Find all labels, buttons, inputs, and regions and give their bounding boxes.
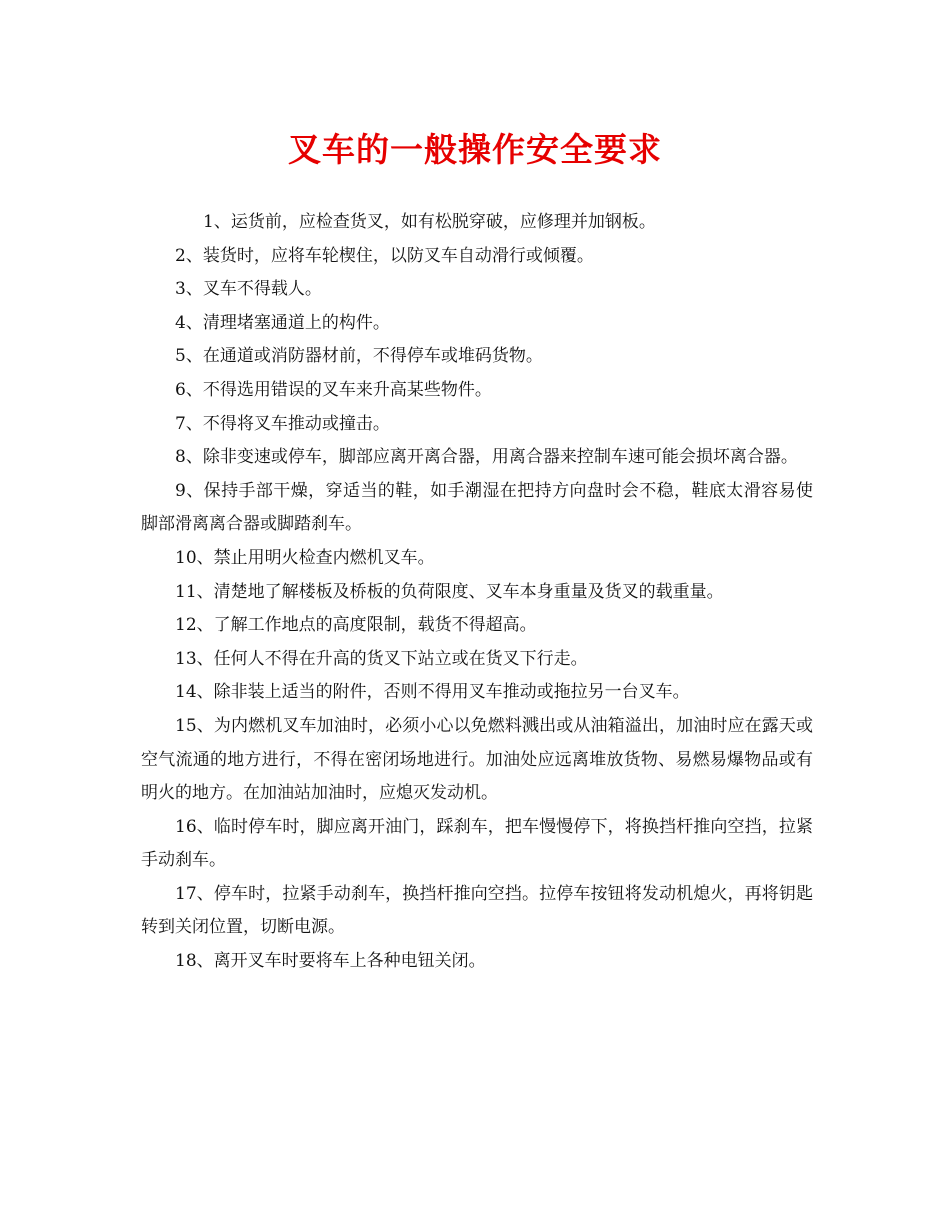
rule-item-13: 13、任何人不得在升高的货叉下站立或在货叉下行走。 — [175, 648, 588, 669]
rule-item-4: 4、清理堵塞通道上的构件。 — [175, 312, 390, 333]
rule-item-1: 1、运货前，应检查货叉，如有松脱穿破，应修理并加钢板。 — [203, 212, 656, 232]
rule-item-3: 3、叉车不得载人。 — [175, 279, 322, 300]
rule-item-8: 8、除非变速或停车，脚部应离开离合器，用离合器来控制车速可能会损坏离合器。 — [175, 447, 798, 468]
document-title: 叉车的一般操作安全要求 — [288, 130, 662, 169]
rule-item-16: 16、临时停车时，脚应离开油门，踩刹车，把车慢慢停下，将换挡杆推向空挡，拉紧手动刹车。 — [141, 816, 813, 871]
rule-item-12: 12、了解工作地点的高度限制，载货不得超高。 — [175, 615, 537, 636]
rule-item-14: 14、除非装上适当的附件，否则不得用叉车推动或拖拉另一台叉车。 — [175, 682, 690, 703]
rule-item-6: 6、不得选用错误的叉车来升高某些物件。 — [175, 379, 492, 400]
rule-item-11: 11、清楚地了解楼板及桥板的负荷限度、叉车本身重量及货叉的载重量。 — [175, 581, 724, 602]
document-body — [141, 206, 813, 979]
rule-item-15: 15、为内燃机叉车加油时，必须小心以免燃料溅出或从油箱溢出，加油时应在露天或空气流通的地方进行，不得在密闭场地进行。加油处应远离堆放货物、易燃易爆物品或有明火的地方。在加油站加油时，应熄灭发动机。 — [141, 715, 813, 804]
rule-item-18: 18、离开叉车时要将车上各种电钮关闭。 — [175, 951, 486, 972]
rule-item-9: 9、保持手部干燥，穿适当的鞋，如手潮湿在把持方向盘时会不稳，鞋底太滑容易使脚部滑离离合器或脚踏刹车。 — [141, 480, 813, 535]
rule-item-2: 2、装货时，应将车轮楔住，以防叉车自动滑行或倾覆。 — [175, 245, 594, 266]
rule-item-7: 7、不得将叉车推动或撞击。 — [175, 413, 390, 434]
rule-item-17: 17、停车时，拉紧手动刹车，换挡杆推向空挡。拉停车按钮将发动机熄火，再将钥匙转到关闭位置，切断电源。 — [141, 883, 813, 938]
rule-item-10: 10、禁止用明火检查内燃机叉车。 — [175, 547, 435, 568]
rule-item-5: 5、在通道或消防器材前，不得停车或堆码货物。 — [175, 346, 543, 367]
